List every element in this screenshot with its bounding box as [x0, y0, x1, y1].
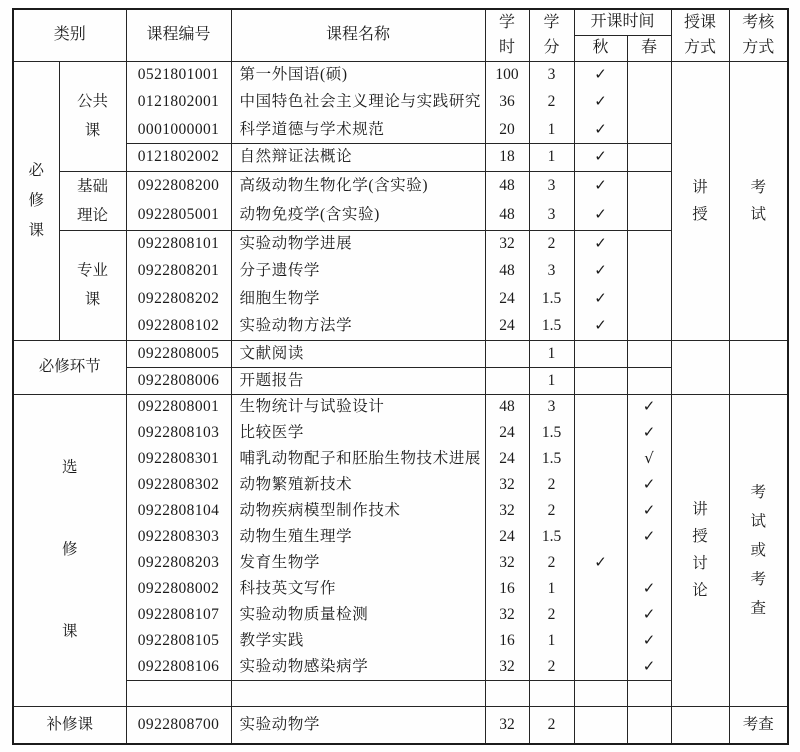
course-hours	[485, 367, 529, 394]
empty-cell	[231, 680, 485, 706]
course-name: 细胞生物学	[231, 285, 485, 313]
check-mark: ✓	[594, 119, 607, 138]
spring-check-cell	[627, 340, 671, 367]
teaching-supplementary-cell	[671, 706, 729, 744]
header-course-code: 课程编号	[126, 9, 231, 61]
empty-cell	[627, 680, 671, 706]
spring-check-cell	[627, 576, 671, 602]
course-credits: 2	[529, 550, 574, 576]
course-code: 0922808107	[126, 602, 231, 628]
fall-check-cell	[574, 116, 627, 144]
course-name: 动物免疫学(含实验)	[231, 201, 485, 231]
course-name: 实验动物感染病学	[231, 654, 485, 680]
course-hours: 32	[485, 706, 529, 744]
spring-check-cell	[627, 258, 671, 286]
course-name: 分子遗传学	[231, 258, 485, 286]
course-hours: 36	[485, 89, 529, 117]
course-code: 0922808302	[126, 472, 231, 498]
course-credits: 3	[529, 171, 574, 201]
check-mark: ✓	[594, 316, 607, 335]
course-code: 0922808201	[126, 258, 231, 286]
course-code: 0922808102	[126, 313, 231, 341]
course-name: 发育生物学	[231, 550, 485, 576]
curriculum-table	[12, 8, 789, 745]
empty-cell	[529, 680, 574, 706]
spring-check-cell	[627, 201, 671, 231]
course-name: 科技英文写作	[231, 576, 485, 602]
course-row	[13, 61, 788, 89]
fall-check-cell	[574, 706, 627, 744]
course-name: 哺乳动物配子和胚胎生物技术进展	[231, 446, 485, 472]
fall-check-cell	[574, 524, 627, 550]
group-professional: 专业课	[59, 230, 126, 340]
course-hours: 32	[485, 602, 529, 628]
course-row	[13, 706, 788, 744]
course-credits: 1.5	[529, 446, 574, 472]
course-row	[13, 340, 788, 367]
spring-check-cell	[627, 171, 671, 201]
check-mark: ✓	[642, 397, 656, 416]
course-name: 科学道德与学术规范	[231, 116, 485, 144]
course-name: 动物疾病模型制作技术	[231, 498, 485, 524]
spring-check-cell	[627, 89, 671, 117]
check-mark: ✓	[594, 92, 607, 111]
course-credits: 3	[529, 258, 574, 286]
course-credits: 2	[529, 498, 574, 524]
course-code: 0922808301	[126, 446, 231, 472]
spring-check-cell	[627, 420, 671, 446]
fall-check-cell	[574, 144, 627, 172]
course-credits: 2	[529, 654, 574, 680]
course-code: 0922808103	[126, 420, 231, 446]
teaching-elective-cell: 讲授讨论	[671, 394, 729, 706]
course-code: 0922808005	[126, 340, 231, 367]
header-teaching-method: 授课方式	[671, 9, 729, 61]
course-code: 0922808104	[126, 498, 231, 524]
course-hours: 16	[485, 576, 529, 602]
course-row	[13, 394, 788, 420]
check-mark: ✓	[594, 288, 607, 307]
assessment-required-cell: 考试	[729, 61, 788, 340]
check-mark: ✓	[642, 631, 656, 650]
header-fall: 秋	[574, 35, 627, 61]
fall-check-cell	[574, 89, 627, 117]
course-code: 0922808006	[126, 367, 231, 394]
fall-check-cell	[574, 654, 627, 680]
fall-check-cell	[574, 61, 627, 89]
course-credits: 1	[529, 576, 574, 602]
course-hours: 48	[485, 394, 529, 420]
course-credits: 1.5	[529, 420, 574, 446]
course-code: 0922808101	[126, 230, 231, 258]
course-code: 0001000001	[126, 116, 231, 144]
course-name: 第一外国语(硕)	[231, 61, 485, 89]
course-credits: 1	[529, 367, 574, 394]
spring-check-cell	[627, 550, 671, 576]
course-name: 开题报告	[231, 367, 485, 394]
empty-cell	[485, 680, 529, 706]
spring-check-cell	[627, 116, 671, 144]
check-mark: ✓	[594, 234, 607, 253]
course-hours: 24	[485, 313, 529, 341]
fall-check-cell	[574, 258, 627, 286]
check-mark: ✓	[642, 527, 656, 546]
course-code: 0922808303	[126, 524, 231, 550]
course-credits: 2	[529, 706, 574, 744]
empty-cell	[574, 680, 627, 706]
check-mark: ✓	[642, 579, 656, 598]
fall-check-cell	[574, 420, 627, 446]
teaching-steps-cell	[671, 340, 729, 394]
category-elective: 选修课	[13, 394, 126, 706]
course-credits: 2	[529, 472, 574, 498]
course-hours: 48	[485, 258, 529, 286]
course-hours: 24	[485, 446, 529, 472]
check-mark: ✓	[642, 501, 656, 520]
check-mark: ✓	[594, 65, 607, 84]
course-name: 实验动物学进展	[231, 230, 485, 258]
check-mark: √	[644, 449, 654, 468]
fall-check-cell	[574, 171, 627, 201]
course-credits: 1.5	[529, 524, 574, 550]
course-code: 0922805001	[126, 201, 231, 231]
course-name: 实验动物质量检测	[231, 602, 485, 628]
spring-check-cell	[627, 472, 671, 498]
fall-check-cell	[574, 602, 627, 628]
spring-check-cell	[627, 654, 671, 680]
check-mark: ✓	[594, 176, 607, 195]
spring-check-cell	[627, 394, 671, 420]
course-credits: 1.5	[529, 313, 574, 341]
course-credits: 1.5	[529, 285, 574, 313]
course-name: 自然辩证法概论	[231, 144, 485, 172]
spring-check-cell	[627, 706, 671, 744]
course-code: 0922808105	[126, 628, 231, 654]
check-mark: ✓	[642, 475, 656, 494]
course-credits: 3	[529, 201, 574, 231]
check-mark: ✓	[594, 147, 607, 166]
course-name: 文献阅读	[231, 340, 485, 367]
course-hours: 48	[485, 171, 529, 201]
spring-check-cell	[627, 61, 671, 89]
assessment-supplementary-cell: 考查	[729, 706, 788, 744]
course-code: 0922808202	[126, 285, 231, 313]
course-credits: 1	[529, 144, 574, 172]
check-mark: ✓	[594, 205, 607, 224]
course-name: 实验动物学	[231, 706, 485, 744]
course-hours: 32	[485, 550, 529, 576]
header-course-name: 课程名称	[231, 9, 485, 61]
course-name: 生物统计与试验设计	[231, 394, 485, 420]
course-name: 中国特色社会主义理论与实践研究	[231, 89, 485, 117]
course-code: 0922808203	[126, 550, 231, 576]
fall-check-cell	[574, 498, 627, 524]
group-basic-theory: 基础理论	[59, 171, 126, 230]
course-code: 0121802001	[126, 89, 231, 117]
fall-check-cell	[574, 230, 627, 258]
course-credits: 1	[529, 116, 574, 144]
category-required: 必修课	[13, 61, 59, 340]
course-credits: 3	[529, 394, 574, 420]
course-code: 0121802002	[126, 144, 231, 172]
fall-check-cell	[574, 446, 627, 472]
course-credits: 2	[529, 230, 574, 258]
course-hours	[485, 340, 529, 367]
category-supplementary: 补修课	[13, 706, 126, 744]
assessment-steps-cell	[729, 340, 788, 394]
course-hours: 32	[485, 230, 529, 258]
course-code: 0922808106	[126, 654, 231, 680]
course-hours: 24	[485, 524, 529, 550]
course-hours: 32	[485, 654, 529, 680]
course-hours: 18	[485, 144, 529, 172]
fall-check-cell	[574, 313, 627, 341]
course-code: 0922808200	[126, 171, 231, 201]
course-hours: 48	[485, 201, 529, 231]
header-schedule: 开课时间	[574, 9, 671, 35]
spring-check-cell	[627, 628, 671, 654]
course-hours: 16	[485, 628, 529, 654]
fall-check-cell	[574, 340, 627, 367]
spring-check-cell	[627, 602, 671, 628]
course-hours: 24	[485, 420, 529, 446]
course-code: 0922808700	[126, 706, 231, 744]
course-credits: 2	[529, 602, 574, 628]
course-hours: 32	[485, 472, 529, 498]
course-name: 实验动物方法学	[231, 313, 485, 341]
course-credits: 2	[529, 89, 574, 117]
course-name: 比较医学	[231, 420, 485, 446]
header-category: 类别	[13, 9, 126, 61]
spring-check-cell	[627, 524, 671, 550]
check-mark: ✓	[642, 656, 656, 675]
course-hours: 24	[485, 285, 529, 313]
fall-check-cell	[574, 576, 627, 602]
course-name: 动物生殖生理学	[231, 524, 485, 550]
course-credits: 1	[529, 340, 574, 367]
course-hours: 20	[485, 116, 529, 144]
header-credits: 学分	[529, 9, 574, 61]
fall-check-cell	[574, 201, 627, 231]
check-mark: ✓	[642, 423, 656, 442]
spring-check-cell	[627, 446, 671, 472]
check-mark: ✓	[642, 605, 656, 624]
assessment-elective-cell: 考试或考查	[729, 394, 788, 706]
category-required-steps: 必修环节	[13, 340, 126, 394]
teaching-required-cell: 讲授	[671, 61, 729, 340]
course-code: 0521801001	[126, 61, 231, 89]
spring-check-cell	[627, 367, 671, 394]
spring-check-cell	[627, 144, 671, 172]
header-row-1	[13, 9, 788, 35]
course-hours: 100	[485, 61, 529, 89]
course-name: 动物繁殖新技术	[231, 472, 485, 498]
fall-check-cell	[574, 285, 627, 313]
spring-check-cell	[627, 285, 671, 313]
fall-check-cell	[574, 472, 627, 498]
spring-check-cell	[627, 230, 671, 258]
header-hours: 学时	[485, 9, 529, 61]
fall-check-cell	[574, 628, 627, 654]
course-code: 0922808001	[126, 394, 231, 420]
course-credits: 3	[529, 61, 574, 89]
check-mark: ✓	[594, 553, 607, 572]
fall-check-cell	[574, 394, 627, 420]
course-credits: 1	[529, 628, 574, 654]
group-public: 公共课	[59, 61, 126, 171]
header-assessment-method: 考核方式	[729, 9, 788, 61]
fall-check-cell	[574, 367, 627, 394]
empty-cell	[126, 680, 231, 706]
course-name: 教学实践	[231, 628, 485, 654]
course-hours: 32	[485, 498, 529, 524]
header-spring: 春	[627, 35, 671, 61]
course-code: 0922808002	[126, 576, 231, 602]
spring-check-cell	[627, 313, 671, 341]
fall-check-cell	[574, 550, 627, 576]
course-name: 高级动物生物化学(含实验)	[231, 171, 485, 201]
spring-check-cell	[627, 498, 671, 524]
check-mark: ✓	[594, 261, 607, 280]
